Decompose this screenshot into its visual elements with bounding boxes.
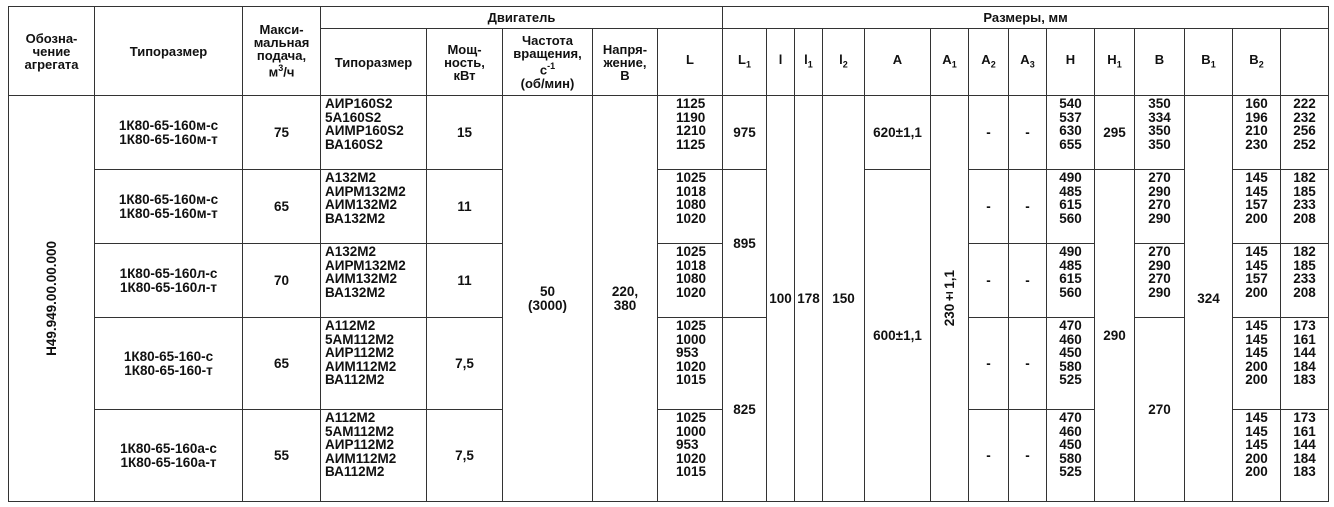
header-max-supply-unit: /ч <box>283 64 295 80</box>
designation-value: Н49.949.00.00.000 <box>43 241 59 356</box>
header-engine-tiporazmer: Типоразмер <box>321 29 427 96</box>
mass-values: 173 161 144 184 183 <box>1281 410 1329 502</box>
dim-A3-value: - <box>1009 410 1047 502</box>
header-max-supply-text: Макси- мальная подача, м <box>253 22 310 80</box>
dim-l1-value: 178 <box>795 96 823 502</box>
dim-header-l1-sub: 1 <box>807 59 813 70</box>
dim-header-B-base: B <box>1154 51 1165 67</box>
dim-header-L1-base: L <box>738 51 746 67</box>
max-supply-value: 75 <box>243 96 321 170</box>
dim-A2-value: - <box>969 96 1009 170</box>
dim-A1-cell <box>931 96 969 502</box>
designation-cell <box>9 96 95 502</box>
dim-header-H1-sub: 1 <box>1116 59 1122 70</box>
dim-header-B2-sub: 2 <box>1258 59 1264 70</box>
header-max-supply <box>243 7 321 96</box>
dim-l-value: 100 <box>767 96 795 502</box>
dim-header-L-base: L <box>686 51 694 67</box>
power-value: 15 <box>427 96 503 170</box>
unit-tiporazmer: 1К80-65-160м-с 1К80-65-160м-т <box>95 96 243 170</box>
dim-header-H <box>1047 29 1095 96</box>
dim-header-B1 <box>1185 29 1233 96</box>
dim-header-B2 <box>1233 29 1281 96</box>
dim-H1-value: 295 <box>1095 96 1135 170</box>
dim-header-l2-base: l <box>839 51 843 67</box>
pump-spec-sheet <box>8 6 1329 502</box>
dim-header-H-base: H <box>1065 51 1076 67</box>
voltage-value: 220, 380 <box>593 96 658 502</box>
dim-B2-values: 145 145 157 200 <box>1233 244 1281 318</box>
dim-H-values: 470 460 450 580 525 <box>1047 318 1095 410</box>
dim-A2-value: - <box>969 410 1009 502</box>
dim-L-values: 1025 1000 953 1020 1015 <box>658 410 723 502</box>
frequency-value: 50 (3000) <box>503 96 593 502</box>
dim-header-A2-base: A <box>981 51 991 67</box>
dim-header-l2-sub: 2 <box>842 59 848 70</box>
engine-list: А132М2 АИРМ132М2 АИМ132М2 ВА132М2 <box>321 170 427 244</box>
dim-header-A1-base: A <box>942 51 952 67</box>
engine-list: А112М2 5АМ112М2 АИР112М2 АИМ112М2 ВА112М2 <box>321 410 427 502</box>
header-row-top <box>9 7 1329 29</box>
dim-B2-values: 160 196 210 230 <box>1233 96 1281 170</box>
dim-A1-wrap <box>931 270 968 326</box>
designation-wrap <box>9 241 94 356</box>
dim-B2-values: 145 145 145 200 200 <box>1233 318 1281 410</box>
dim-header-H1-base: H <box>1107 51 1117 67</box>
dim-header-L <box>658 29 723 96</box>
dim-H-values: 540 537 630 655 <box>1047 96 1095 170</box>
dim-header-B1-sub: 1 <box>1210 59 1216 70</box>
dim-header-A2 <box>969 29 1009 96</box>
table-row <box>9 170 1329 244</box>
dim-header-A3-base: A <box>1020 51 1030 67</box>
dim-A-value: 600±1,1 <box>865 170 931 502</box>
dim-header-A2-sub: 2 <box>990 59 996 70</box>
dim-A2-value: - <box>969 244 1009 318</box>
dim-H-values: 490 485 615 560 <box>1047 244 1095 318</box>
dim-L1-value: 895 <box>723 170 767 318</box>
dim-header-l-base: l <box>778 51 783 67</box>
power-value: 7,5 <box>427 318 503 410</box>
mass-values: 182 185 233 208 <box>1281 244 1329 318</box>
dim-B-values: 350 334 350 350 <box>1135 96 1185 170</box>
engine-list: А112М2 5АМ112М2 АИР112М2 АИМ112М2 ВА112М2 <box>321 318 427 410</box>
unit-tiporazmer: 1К80-65-160л-с 1К80-65-160л-т <box>95 244 243 318</box>
dim-B2-values: 145 145 145 200 200 <box>1233 410 1281 502</box>
header-max-supply-sup: 3 <box>278 63 284 74</box>
header-tiporazmer: Типоразмер <box>95 7 243 96</box>
dim-B-values: 270 290 270 290 <box>1135 170 1185 244</box>
dim-A3-value: - <box>1009 170 1047 244</box>
header-frequency <box>503 29 593 96</box>
dim-H-values: 470 460 450 580 525 <box>1047 410 1095 502</box>
unit-tiporazmer: 1К80-65-160а-с 1К80-65-160а-т <box>95 410 243 502</box>
dim-A2-value: - <box>969 170 1009 244</box>
dim-header-A3-sub: 3 <box>1029 59 1035 70</box>
dim-L-values: 1025 1000 953 1020 1015 <box>658 318 723 410</box>
dim-header-l <box>767 29 795 96</box>
header-frequency-rpm: (об/мин) <box>520 75 575 91</box>
dim-H-values: 490 485 615 560 <box>1047 170 1095 244</box>
header-frequency-sup: -1 <box>547 61 556 72</box>
dim-L-values: 1025 1018 1080 1020 <box>658 244 723 318</box>
dim-header-l1 <box>795 29 823 96</box>
dim-header-l1-base: l <box>804 51 808 67</box>
dim-L1-value: 975 <box>723 96 767 170</box>
dim-B1-value: 324 <box>1185 96 1233 502</box>
header-voltage: Напря- жение, В <box>593 29 658 96</box>
dim-A1-value: 230±1,1 <box>941 270 957 327</box>
dim-L-values: 1125 1190 1210 1125 <box>658 96 723 170</box>
dim-A3-value: - <box>1009 96 1047 170</box>
dim-header-H1 <box>1095 29 1135 96</box>
dim-H1-value: 290 <box>1095 170 1135 502</box>
dim-A3-value: - <box>1009 244 1047 318</box>
dim-L1-value: 825 <box>723 318 767 502</box>
header-dims-group: Размеры, мм <box>723 7 1329 29</box>
mass-values: 182 185 233 208 <box>1281 170 1329 244</box>
dim-header-B2-base: B <box>1249 51 1259 67</box>
dim-header-A <box>865 29 931 96</box>
dim-B2-values: 145 145 157 200 <box>1233 170 1281 244</box>
engine-list: АИР160S2 5А160S2 АИМР160S2 ВА160S2 <box>321 96 427 170</box>
max-supply-value: 70 <box>243 244 321 318</box>
table-row <box>9 96 1329 170</box>
dim-header-B1-base: B <box>1201 51 1211 67</box>
dim-header-L1-sub: 1 <box>745 59 751 70</box>
dim-header-L1 <box>723 29 767 96</box>
dim-header-A1-sub: 1 <box>951 59 957 70</box>
dim-A-value: 620±1,1 <box>865 96 931 170</box>
dim-l2-value: 150 <box>823 96 865 502</box>
dim-A3-value: - <box>1009 318 1047 410</box>
unit-tiporazmer: 1К80-65-160-с 1К80-65-160-т <box>95 318 243 410</box>
header-frequency-text: Частота вращения, с <box>513 33 582 78</box>
dim-B-values: 270 290 270 290 <box>1135 244 1185 318</box>
dim-A2-value: - <box>969 318 1009 410</box>
dim-header-A1 <box>931 29 969 96</box>
max-supply-value: 65 <box>243 318 321 410</box>
engine-list: А132М2 АИРМ132М2 АИМ132М2 ВА132М2 <box>321 244 427 318</box>
header-engine-group: Двигатель <box>321 7 723 29</box>
mass-values: 222 232 256 252 <box>1281 96 1329 170</box>
dim-header-B <box>1135 29 1185 96</box>
dim-B-value: 270 <box>1135 318 1185 502</box>
mass-values: 173 161 144 184 183 <box>1281 318 1329 410</box>
header-designation: Обозна- чение агрегата <box>9 7 95 96</box>
dim-header-A-base: A <box>892 51 903 67</box>
power-value: 11 <box>427 170 503 244</box>
dim-header-l2 <box>823 29 865 96</box>
power-value: 11 <box>427 244 503 318</box>
dim-L-values: 1025 1018 1080 1020 <box>658 170 723 244</box>
unit-tiporazmer: 1К80-65-160м-с 1К80-65-160м-т <box>95 170 243 244</box>
max-supply-value: 65 <box>243 170 321 244</box>
power-value: 7,5 <box>427 410 503 502</box>
pump-spec-table <box>8 6 1329 502</box>
max-supply-value: 55 <box>243 410 321 502</box>
header-power: Мощ- ность, кВт <box>427 29 503 96</box>
dim-header-A3 <box>1009 29 1047 96</box>
